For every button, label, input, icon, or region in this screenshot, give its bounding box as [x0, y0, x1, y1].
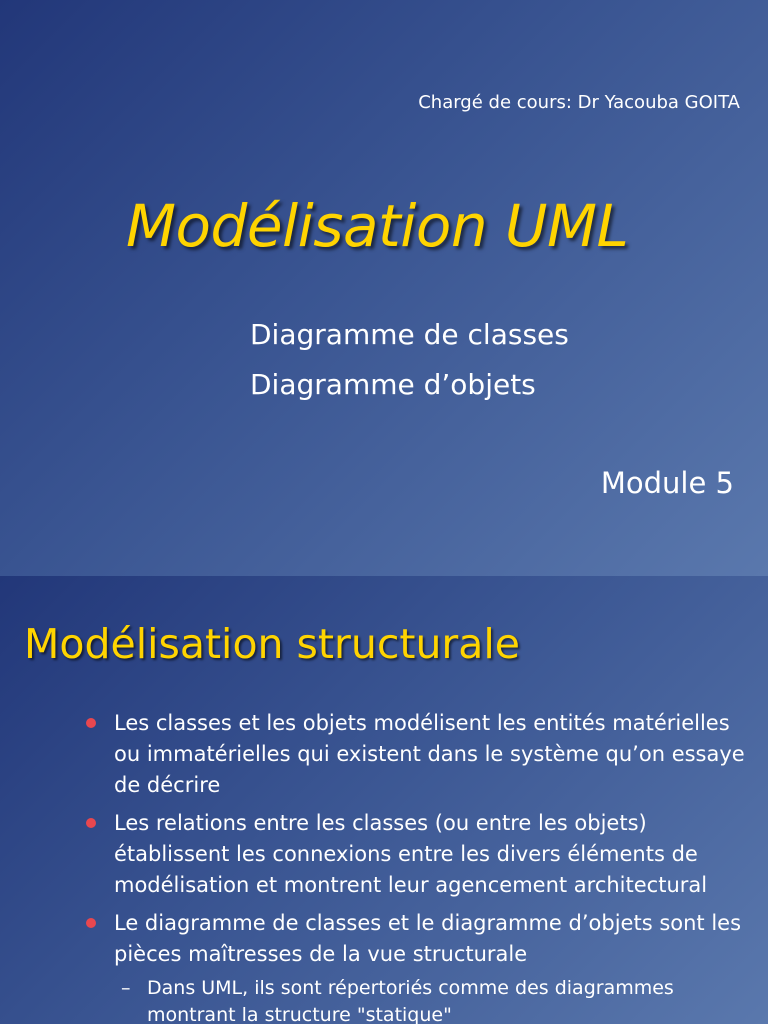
bullet-text: Les relations entre les classes (ou entre les objets) établissent les connexions entre les divers éléments de modélisation et montrent leur agencement architectural — [114, 811, 708, 897]
subtitle-class-diagram: Diagramme de classes — [250, 318, 569, 351]
bullet-dot-icon — [86, 818, 96, 828]
dash-marker: – — [121, 977, 131, 999]
bullet-dot-icon — [86, 918, 96, 928]
subtitle-object-diagram: Diagramme d’objets — [250, 368, 536, 401]
slide-title: Modélisation UML — [126, 192, 629, 260]
content-slide — [0, 576, 768, 1024]
course-lecturer: Chargé de cours: Dr Yacouba GOITA — [418, 92, 740, 113]
sub-bullet-item — [0, 975, 768, 1024]
bullet-text: Le diagramme de classes et le diagramme d’objets sont les pièces maîtresses de la vue structurale — [114, 911, 742, 966]
section-title: Modélisation structurale — [24, 620, 521, 668]
bullet-item — [0, 808, 768, 901]
bullet-list — [0, 708, 768, 1024]
module-label: Module 5 — [600, 466, 734, 500]
bullet-dot-icon — [86, 718, 96, 728]
bullet-text: Les classes et les objets modélisent les entités matérielles ou immatérielles qui existent dans le système qu’on essaye de décrire — [114, 711, 745, 797]
bullet-item — [0, 908, 768, 970]
bullet-item — [0, 708, 768, 801]
sub-bullet-text: Dans UML, ils sont répertoriés comme des diagrammes montrant la structure "statique" — [147, 977, 674, 1024]
